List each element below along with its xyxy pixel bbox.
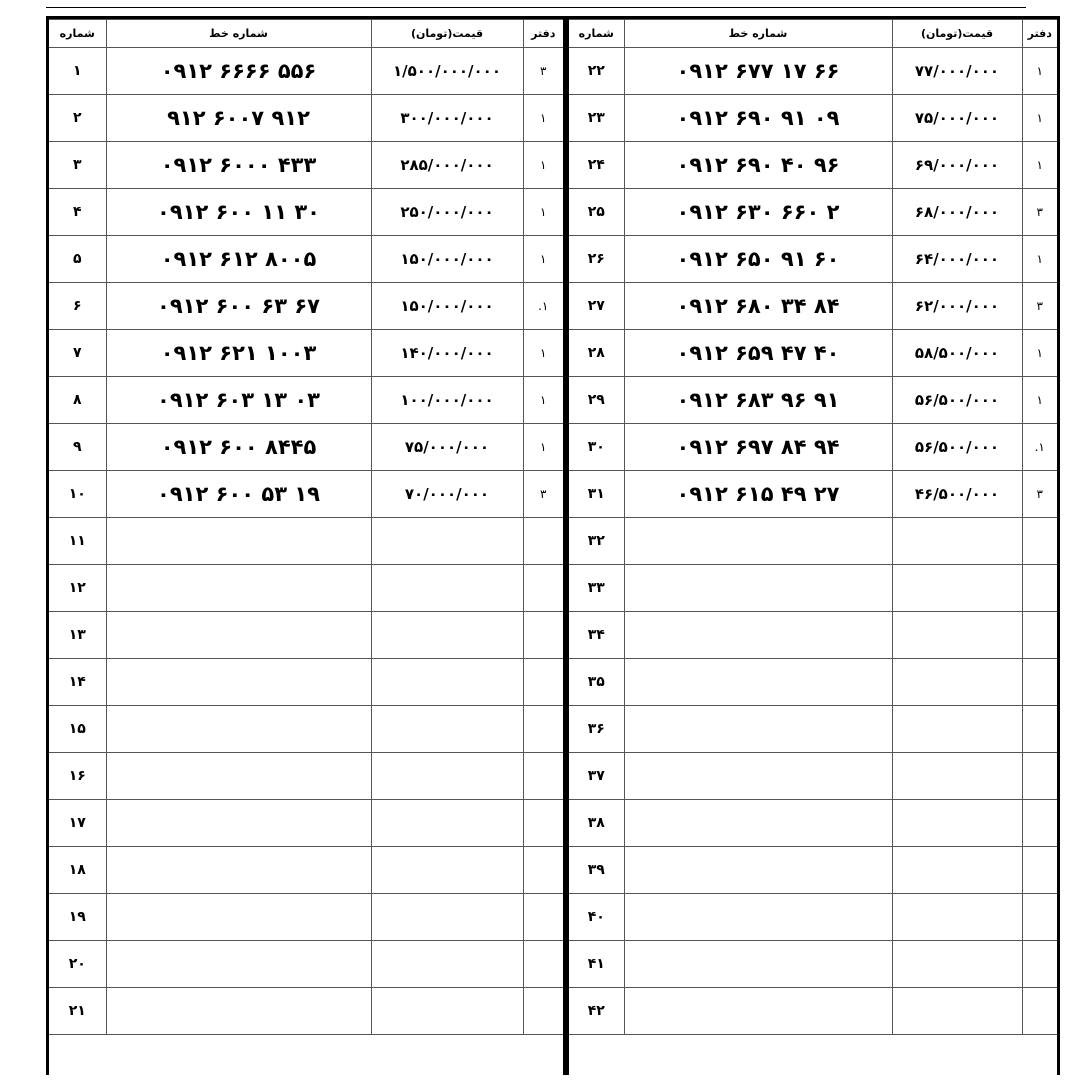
phone-line-number <box>106 565 371 612</box>
table-row <box>49 95 563 142</box>
phone-line-number <box>624 941 892 988</box>
row-number: ۱۲ <box>49 565 106 612</box>
price-toman: ۲۵۰/۰۰۰/۰۰۰ <box>371 189 523 236</box>
top-rule <box>46 7 1026 8</box>
book-count <box>1022 800 1057 847</box>
phone-line-number <box>106 800 371 847</box>
price-toman <box>892 894 1022 941</box>
book-count: .۱ <box>523 283 563 330</box>
phone-line-number <box>624 659 892 706</box>
price-toman: ۱/۵۰۰/۰۰۰/۰۰۰ <box>371 48 523 95</box>
table-row <box>49 236 563 283</box>
price-toman <box>371 612 523 659</box>
phone-line-number: ۰۹۱۲ ۶۵۹ ۴۷ ۴۰ <box>624 330 892 377</box>
book-count <box>523 659 563 706</box>
table-row <box>49 142 563 189</box>
price-toman <box>371 565 523 612</box>
header-num: شماره <box>569 20 624 48</box>
row-number: ۱۸ <box>49 847 106 894</box>
book-count <box>523 753 563 800</box>
row-number: ۲۴ <box>569 142 624 189</box>
price-toman: ۴۶/۵۰۰/۰۰۰ <box>892 471 1022 518</box>
table-row <box>49 847 563 894</box>
table-row <box>49 283 563 330</box>
price-toman: ۱۵۰/۰۰۰/۰۰۰ <box>371 236 523 283</box>
book-count: ۱ <box>523 189 563 236</box>
price-toman <box>892 941 1022 988</box>
row-number: ۲۷ <box>569 283 624 330</box>
row-number: ۴۲ <box>569 988 624 1035</box>
table-row <box>49 424 563 471</box>
table-row <box>569 377 1057 424</box>
table-row <box>569 753 1057 800</box>
phone-line-number <box>106 988 371 1035</box>
price-toman <box>371 706 523 753</box>
table-row <box>569 236 1057 283</box>
table-row <box>569 894 1057 941</box>
price-toman: ۶۸/۰۰۰/۰۰۰ <box>892 189 1022 236</box>
price-toman: ۲۸۵/۰۰۰/۰۰۰ <box>371 142 523 189</box>
price-toman: ۷۵/۰۰۰/۰۰۰ <box>371 424 523 471</box>
table-row <box>569 95 1057 142</box>
table-row <box>49 941 563 988</box>
row-number: ۳ <box>49 142 106 189</box>
row-number: ۲۳ <box>569 95 624 142</box>
row-number: ۲۶ <box>569 236 624 283</box>
table-row <box>569 424 1057 471</box>
book-count: ۱ <box>1022 330 1057 377</box>
phone-line-number: ۰۹۱۲ ۶۰۰ ۶۳ ۶۷ <box>106 283 371 330</box>
book-count: ۳ <box>1022 189 1057 236</box>
row-number: ۱۵ <box>49 706 106 753</box>
row-number: ۱ <box>49 48 106 95</box>
table-row <box>569 142 1057 189</box>
row-number: ۳۹ <box>569 847 624 894</box>
table-row <box>49 565 563 612</box>
phone-line-number: ۰۹۱۲ ۶۲۱ ۱۰۰۳ <box>106 330 371 377</box>
row-number: ۳۱ <box>569 471 624 518</box>
row-number: ۳۲ <box>569 518 624 565</box>
row-number: ۱۴ <box>49 659 106 706</box>
row-number: ۱۶ <box>49 753 106 800</box>
row-number: ۸ <box>49 377 106 424</box>
price-toman: ۷۰/۰۰۰/۰۰۰ <box>371 471 523 518</box>
phone-line-number: ۰۹۱۲ ۶۰۰۰ ۴۳۳ <box>106 142 371 189</box>
phone-line-number <box>106 518 371 565</box>
book-count <box>1022 659 1057 706</box>
book-count <box>1022 706 1057 753</box>
row-number: ۳۳ <box>569 565 624 612</box>
phone-line-number <box>106 894 371 941</box>
book-count: ۱ <box>1022 142 1057 189</box>
phone-line-number: ۰۹۱۲ ۶۵۰ ۹۱ ۶۰ <box>624 236 892 283</box>
row-number: ۳۸ <box>569 800 624 847</box>
book-count <box>1022 753 1057 800</box>
book-count <box>523 612 563 659</box>
row-number: ۵ <box>49 236 106 283</box>
row-number: ۳۵ <box>569 659 624 706</box>
phone-line-number: ۹۱۲ ۶۰۰۷ ۹۱۲ <box>106 95 371 142</box>
price-toman: ۵۶/۵۰۰/۰۰۰ <box>892 377 1022 424</box>
table-row <box>569 189 1057 236</box>
phone-line-number <box>624 565 892 612</box>
row-number: ۳۴ <box>569 612 624 659</box>
price-toman <box>371 659 523 706</box>
book-count: ۱ <box>523 330 563 377</box>
price-toman: ۱۰۰/۰۰۰/۰۰۰ <box>371 377 523 424</box>
price-toman: ۱۴۰/۰۰۰/۰۰۰ <box>371 330 523 377</box>
table-row <box>49 377 563 424</box>
phone-line-number <box>106 753 371 800</box>
row-number: ۲۹ <box>569 377 624 424</box>
header-line: شماره خط <box>624 20 892 48</box>
table-row <box>569 706 1057 753</box>
row-number: ۴ <box>49 189 106 236</box>
table-row <box>569 847 1057 894</box>
book-count <box>1022 988 1057 1035</box>
table-row <box>49 988 563 1035</box>
book-count <box>523 565 563 612</box>
book-count <box>523 518 563 565</box>
book-count <box>1022 612 1057 659</box>
price-toman: ۵۶/۵۰۰/۰۰۰ <box>892 424 1022 471</box>
phone-line-number: ۰۹۱۲ ۶۸۳ ۹۶ ۹۱ <box>624 377 892 424</box>
table-row <box>569 330 1057 377</box>
table-row <box>569 565 1057 612</box>
row-number: ۶ <box>49 283 106 330</box>
phone-line-number <box>106 941 371 988</box>
book-count <box>1022 565 1057 612</box>
row-number: ۱۰ <box>49 471 106 518</box>
price-toman <box>371 988 523 1035</box>
phone-line-number: ۰۹۱۲ ۶۷۷ ۱۷ ۶۶ <box>624 48 892 95</box>
table-row <box>569 518 1057 565</box>
book-count <box>523 847 563 894</box>
book-count <box>523 941 563 988</box>
phone-line-number: ۰۹۱۲ ۶۰۰ ۵۳ ۱۹ <box>106 471 371 518</box>
price-toman <box>892 659 1022 706</box>
phone-line-number <box>106 659 371 706</box>
table-row <box>49 894 563 941</box>
header-price: قیمت(تومان) <box>892 20 1022 48</box>
price-list-sheet <box>46 16 1060 1075</box>
book-count: ۳ <box>523 48 563 95</box>
row-number: ۹ <box>49 424 106 471</box>
phone-line-number: ۰۹۱۲ ۶۹۷ ۸۴ ۹۴ <box>624 424 892 471</box>
table-row <box>569 471 1057 518</box>
table-row <box>49 330 563 377</box>
price-toman <box>371 800 523 847</box>
table-row <box>49 753 563 800</box>
phone-line-number: ۰۹۱۲ ۶۰۰ ۱۱ ۳۰ <box>106 189 371 236</box>
header-line: شماره خط <box>106 20 371 48</box>
price-toman <box>892 753 1022 800</box>
table-row <box>49 189 563 236</box>
phone-line-number <box>624 800 892 847</box>
phone-line-number: ۰۹۱۲ ۶۹۰ ۹۱ ۰۹ <box>624 95 892 142</box>
book-count: ۱ <box>523 142 563 189</box>
book-count <box>523 894 563 941</box>
header-num: شماره <box>49 20 106 48</box>
table-row <box>569 800 1057 847</box>
phone-line-number <box>624 988 892 1035</box>
table-row <box>49 659 563 706</box>
header-price: قیمت(تومان) <box>371 20 523 48</box>
price-table-right <box>569 19 1057 1035</box>
header-book: دفتر <box>1022 20 1057 48</box>
phone-line-number: ۰۹۱۲ ۶۰۳ ۱۳ ۰۳ <box>106 377 371 424</box>
price-toman <box>892 565 1022 612</box>
table-row <box>569 612 1057 659</box>
row-number: ۴۱ <box>569 941 624 988</box>
phone-line-number: ۰۹۱۲ ۶۰۰ ۸۴۴۵ <box>106 424 371 471</box>
table-row <box>569 48 1057 95</box>
price-toman <box>892 988 1022 1035</box>
phone-line-number <box>106 706 371 753</box>
book-count: ۱ <box>1022 377 1057 424</box>
price-toman <box>371 894 523 941</box>
row-number: ۴۰ <box>569 894 624 941</box>
price-toman <box>371 941 523 988</box>
price-toman <box>892 518 1022 565</box>
book-count: ۱ <box>1022 95 1057 142</box>
row-number: ۲۵ <box>569 189 624 236</box>
price-toman <box>892 847 1022 894</box>
phone-line-number: ۰۹۱۲ ۶۱۵ ۴۹ ۲۷ <box>624 471 892 518</box>
price-toman: ۶۹/۰۰۰/۰۰۰ <box>892 142 1022 189</box>
price-toman <box>892 800 1022 847</box>
phone-line-number: ۰۹۱۲ ۶۸۰ ۳۴ ۸۴ <box>624 283 892 330</box>
table-row <box>569 988 1057 1035</box>
price-toman: ۷۵/۰۰۰/۰۰۰ <box>892 95 1022 142</box>
table-row <box>49 471 563 518</box>
price-toman <box>371 847 523 894</box>
row-number: ۲۸ <box>569 330 624 377</box>
row-number: ۲ <box>49 95 106 142</box>
phone-line-number <box>624 612 892 659</box>
table-row <box>49 800 563 847</box>
book-count: ۱ <box>523 424 563 471</box>
row-number: ۱۹ <box>49 894 106 941</box>
row-number: ۳۶ <box>569 706 624 753</box>
row-number: ۱۷ <box>49 800 106 847</box>
book-count: ۳ <box>1022 471 1057 518</box>
price-table-left <box>49 19 563 1035</box>
table-row <box>569 941 1057 988</box>
phone-line-number: ۰۹۱۲ ۶۱۲ ۸۰۰۵ <box>106 236 371 283</box>
phone-line-number: ۰۹۱۲ ۶۶۶۶ ۵۵۶ <box>106 48 371 95</box>
book-count: ۳ <box>523 471 563 518</box>
price-toman: ۳۰۰/۰۰۰/۰۰۰ <box>371 95 523 142</box>
row-number: ۷ <box>49 330 106 377</box>
phone-line-number: ۰۹۱۲ ۶۹۰ ۴۰ ۹۶ <box>624 142 892 189</box>
phone-line-number <box>624 753 892 800</box>
table-row <box>49 706 563 753</box>
header-row <box>49 20 563 48</box>
book-count <box>1022 518 1057 565</box>
row-number: ۳۰ <box>569 424 624 471</box>
book-count: ۱ <box>523 95 563 142</box>
row-number: ۲۲ <box>569 48 624 95</box>
row-number: ۱۳ <box>49 612 106 659</box>
phone-line-number <box>624 518 892 565</box>
price-toman: ۶۴/۰۰۰/۰۰۰ <box>892 236 1022 283</box>
price-toman: ۷۷/۰۰۰/۰۰۰ <box>892 48 1022 95</box>
phone-line-number <box>624 847 892 894</box>
book-count <box>1022 941 1057 988</box>
phone-line-number <box>106 847 371 894</box>
book-count <box>523 706 563 753</box>
book-count <box>523 988 563 1035</box>
header-row <box>569 20 1057 48</box>
book-count: .۱ <box>1022 424 1057 471</box>
phone-line-number: ۰۹۱۲ ۶۳۰ ۶۶۰ ۲ <box>624 189 892 236</box>
price-toman <box>892 706 1022 753</box>
book-count: ۱ <box>523 236 563 283</box>
row-number: ۲۰ <box>49 941 106 988</box>
book-count: ۱ <box>1022 236 1057 283</box>
book-count: ۳ <box>1022 283 1057 330</box>
row-number: ۳۷ <box>569 753 624 800</box>
book-count: ۱ <box>1022 48 1057 95</box>
table-row <box>569 659 1057 706</box>
price-toman: ۱۵۰/۰۰۰/۰۰۰ <box>371 283 523 330</box>
price-toman: ۵۸/۵۰۰/۰۰۰ <box>892 330 1022 377</box>
book-count <box>523 800 563 847</box>
book-count <box>1022 847 1057 894</box>
price-toman: ۶۲/۰۰۰/۰۰۰ <box>892 283 1022 330</box>
table-row <box>49 518 563 565</box>
price-toman <box>892 612 1022 659</box>
table-row <box>49 48 563 95</box>
price-toman <box>371 518 523 565</box>
row-number: ۱۱ <box>49 518 106 565</box>
phone-line-number <box>106 612 371 659</box>
phone-line-number <box>624 894 892 941</box>
table-row <box>49 612 563 659</box>
book-count <box>1022 894 1057 941</box>
price-toman <box>371 753 523 800</box>
row-number: ۲۱ <box>49 988 106 1035</box>
phone-line-number <box>624 706 892 753</box>
book-count: ۱ <box>523 377 563 424</box>
table-row <box>569 283 1057 330</box>
header-book: دفتر <box>523 20 563 48</box>
